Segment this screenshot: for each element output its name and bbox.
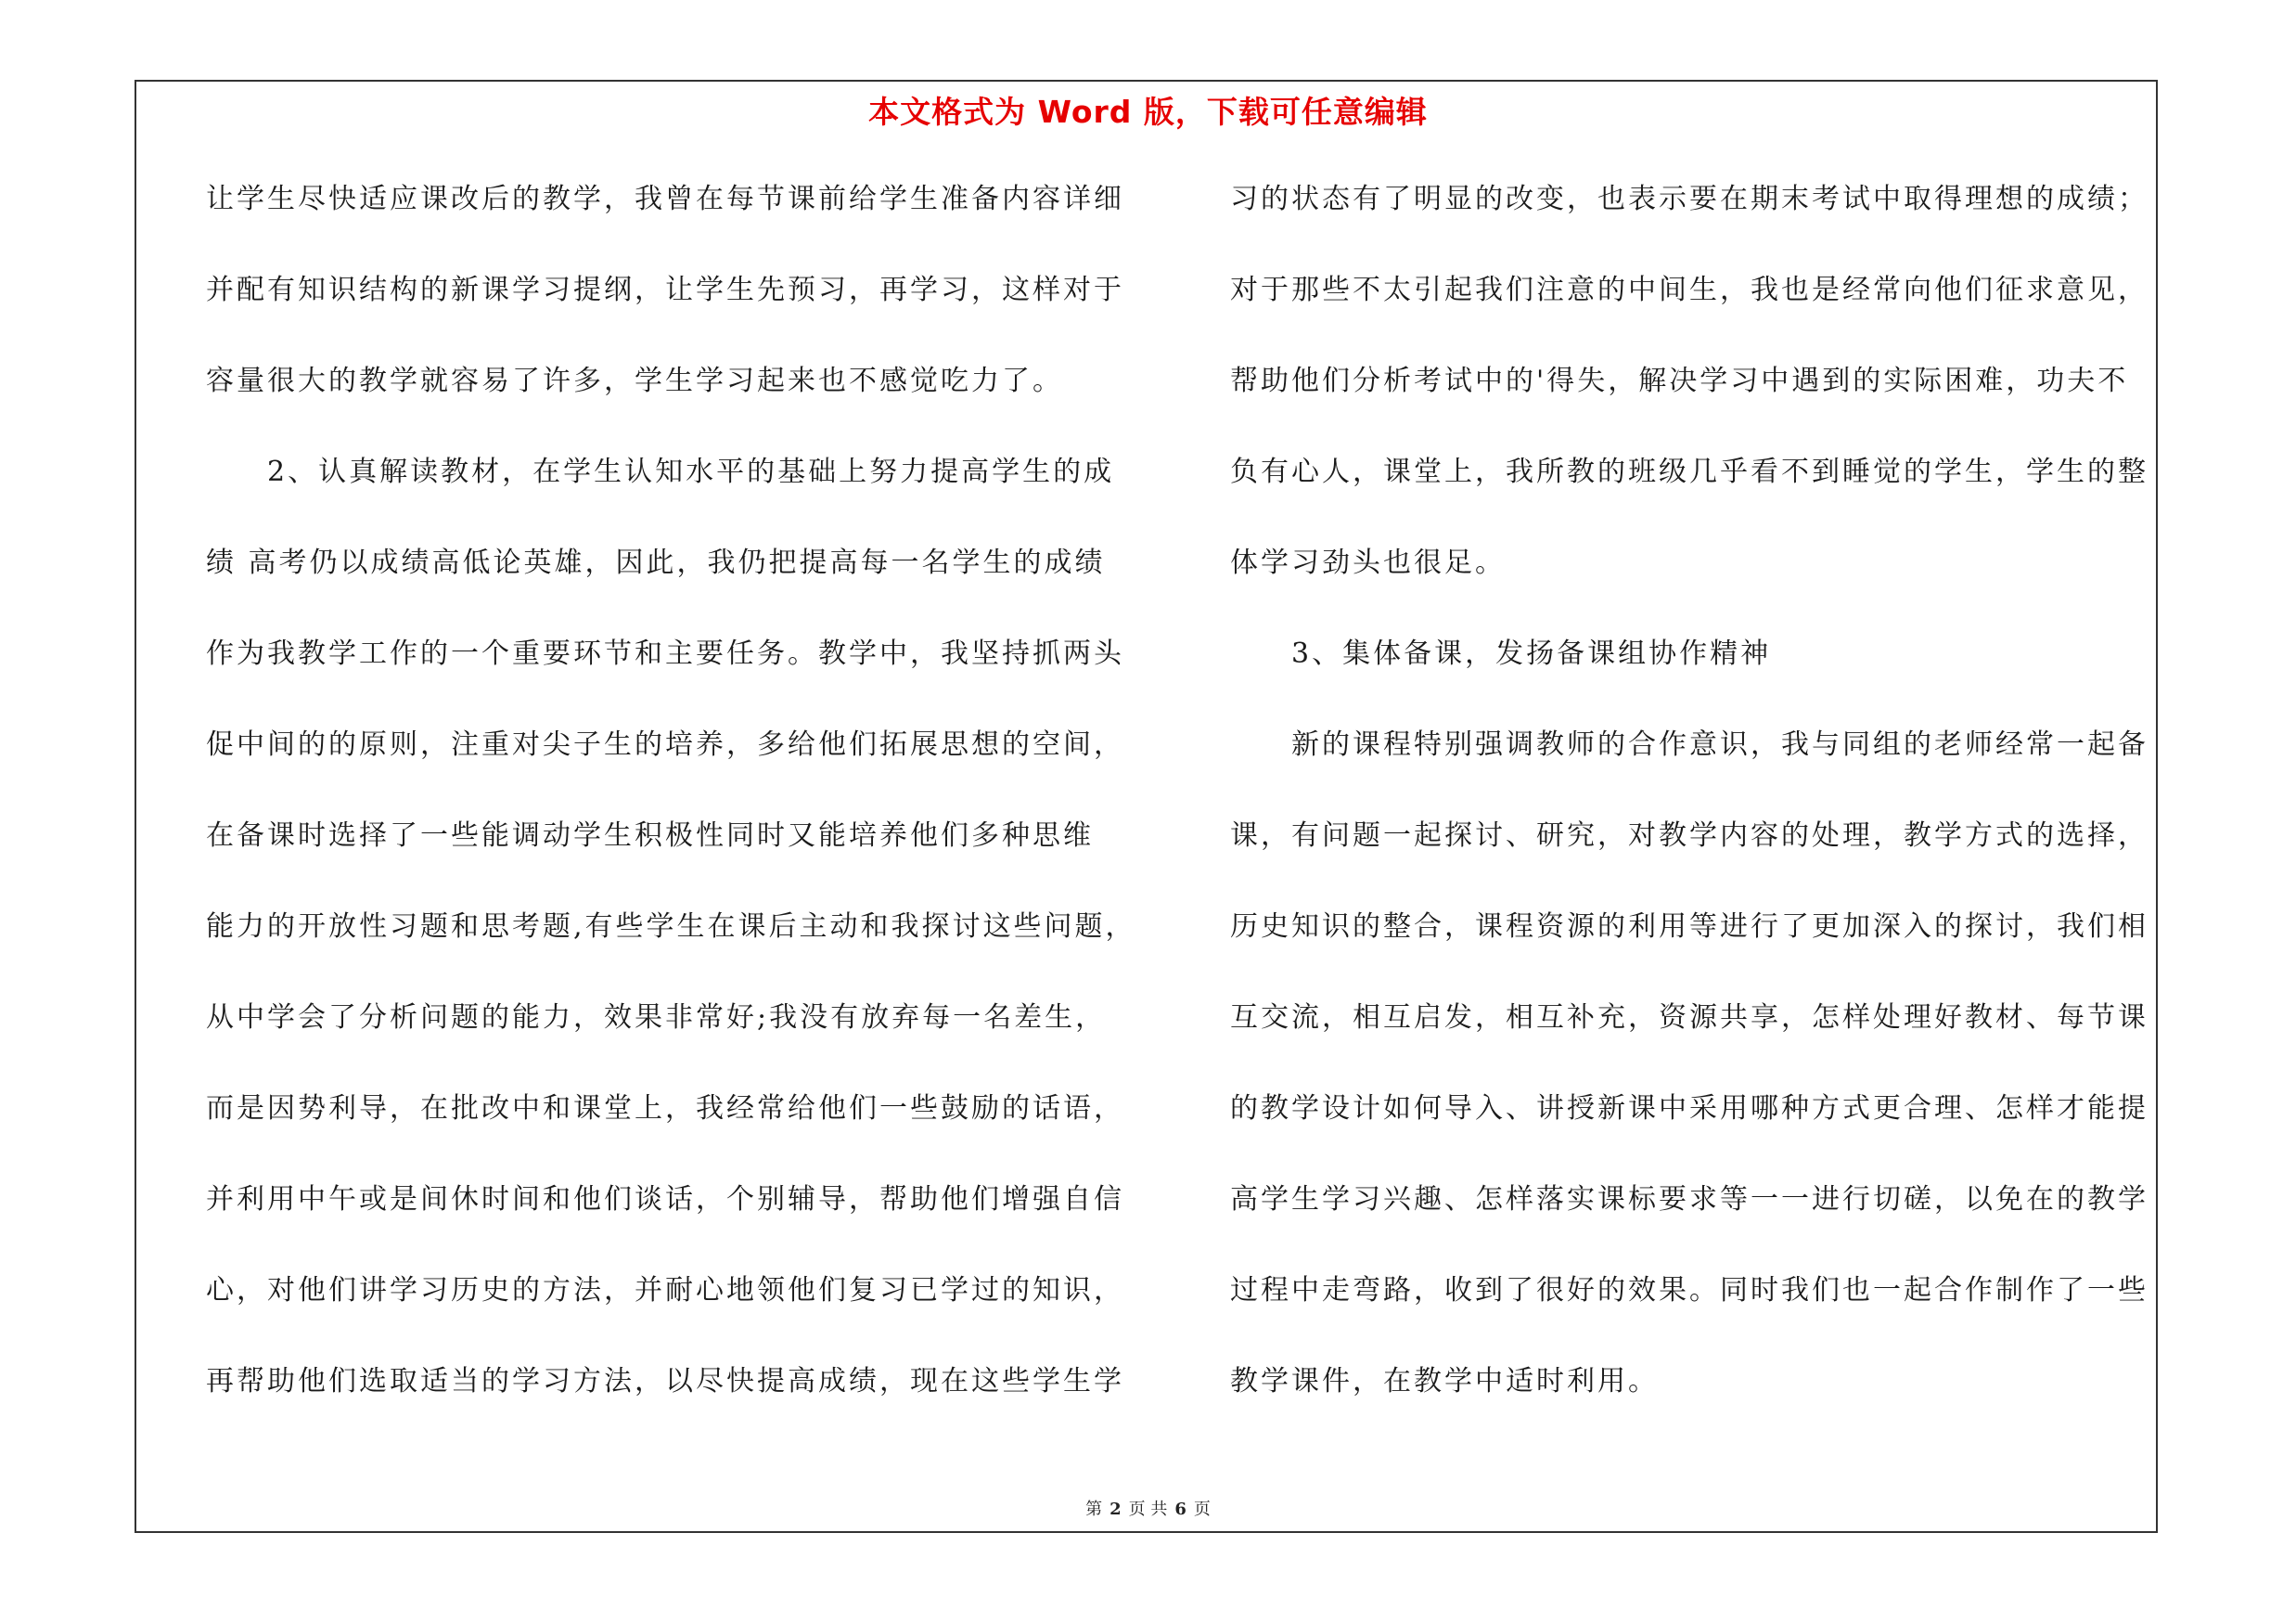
text-line: 能力的开放性习题和思考题,有些学生在课后主动和我探讨这些问题， <box>206 910 1136 943</box>
text-line: 高学生学习兴趣、怎样落实课标要求等一一进行切磋，以免在的教学 <box>1230 1183 2148 1216</box>
right-column <box>1230 181 2167 1454</box>
text-line: 体学习劲头也很足。 <box>1230 547 1506 579</box>
footer-middle: 页 共 <box>1128 1500 1168 1519</box>
text-line: 负有心人，课堂上，我所教的班级几乎看不到睡觉的学生，学生的整 <box>1230 456 2148 488</box>
text-line: 帮助他们分析考试中的'得失，解决学习中遇到的实际困难，功夫不 <box>1230 365 2129 397</box>
text-line: 从中学会了分析问题的能力，效果非常好;我没有放弃每一名差生， <box>206 1001 1107 1034</box>
left-column <box>206 181 1143 1454</box>
page-footer <box>0 1496 2296 1520</box>
text-line: 过程中走弯路，收到了很好的效果。同时我们也一起合作制作了一些 <box>1230 1274 2148 1307</box>
header-banner: 本文格式为 Word 版，下载可任意编辑 <box>868 94 1428 130</box>
footer-prefix: 第 <box>1085 1500 1103 1519</box>
text-line: 教学课件，在教学中适时利用。 <box>1230 1365 1659 1398</box>
text-line: 心，对他们讲学习历史的方法，并耐心地领他们复习已学过的知识， <box>206 1274 1124 1307</box>
total-pages-number: 6 <box>1174 1500 1186 1519</box>
text-line: 促中间的的原则，注重对尖子生的培养，多给他们拓展思想的空间， <box>206 728 1124 761</box>
text-line: 再帮助他们选取适当的学习方法，以尽快提高成绩，现在这些学生学 <box>206 1365 1124 1398</box>
section-heading: 3、集体备课，发扬备课组协作精神 <box>1230 638 1772 670</box>
text-line: 历史知识的整合，课程资源的利用等进行了更加深入的探讨，我们相 <box>1230 910 2148 943</box>
text-line: 在备课时选择了一些能调动学生积极性同时又能培养他们多种思维 <box>206 819 1094 852</box>
text-line: 习的状态有了明显的改变，也表示要在期末考试中取得理想的成绩； <box>1230 183 2148 215</box>
text-line: 让学生尽快适应课改后的教学，我曾在每节课前给学生准备内容详细 <box>206 183 1124 215</box>
text-line: 容量很大的教学就容易了许多，学生学习起来也不感觉吃力了。 <box>206 365 1063 397</box>
current-page-number: 2 <box>1110 1500 1122 1519</box>
text-line: 作为我教学工作的一个重要环节和主要任务。教学中，我坚持抓两头 <box>206 638 1124 670</box>
text-line: 课，有问题一起探讨、研究，对教学内容的处理，教学方式的选择， <box>1230 819 2148 852</box>
text-line: 的教学设计如何导入、讲授新课中采用哪种方式更合理、怎样才能提 <box>1230 1092 2148 1125</box>
text-line: 而是因势利导，在批改中和课堂上，我经常给他们一些鼓励的话语， <box>206 1092 1124 1125</box>
text-line: 新的课程特别强调教师的合作意识，我与同组的老师经常一起备 <box>1230 728 2148 761</box>
text-line: 并配有知识结构的新课学习提纲，让学生先预习，再学习，这样对于 <box>206 274 1124 306</box>
text-line: 对于那些不太引起我们注意的中间生，我也是经常向他们征求意见， <box>1230 274 2148 306</box>
footer-suffix: 页 <box>1193 1500 1211 1519</box>
text-line: 互交流，相互启发，相互补充，资源共享，怎样处理好教材、每节课 <box>1230 1001 2148 1034</box>
text-line: 2、认真解读教材，在学生认知水平的基础上努力提高学生的成 <box>206 456 1115 488</box>
text-line: 并利用中午或是间休时间和他们谈话，个别辅导，帮助他们增强自信 <box>206 1183 1124 1216</box>
text-line: 绩 高考仍以成绩高低论英雄，因此，我仍把提高每一名学生的成绩 <box>206 547 1106 579</box>
